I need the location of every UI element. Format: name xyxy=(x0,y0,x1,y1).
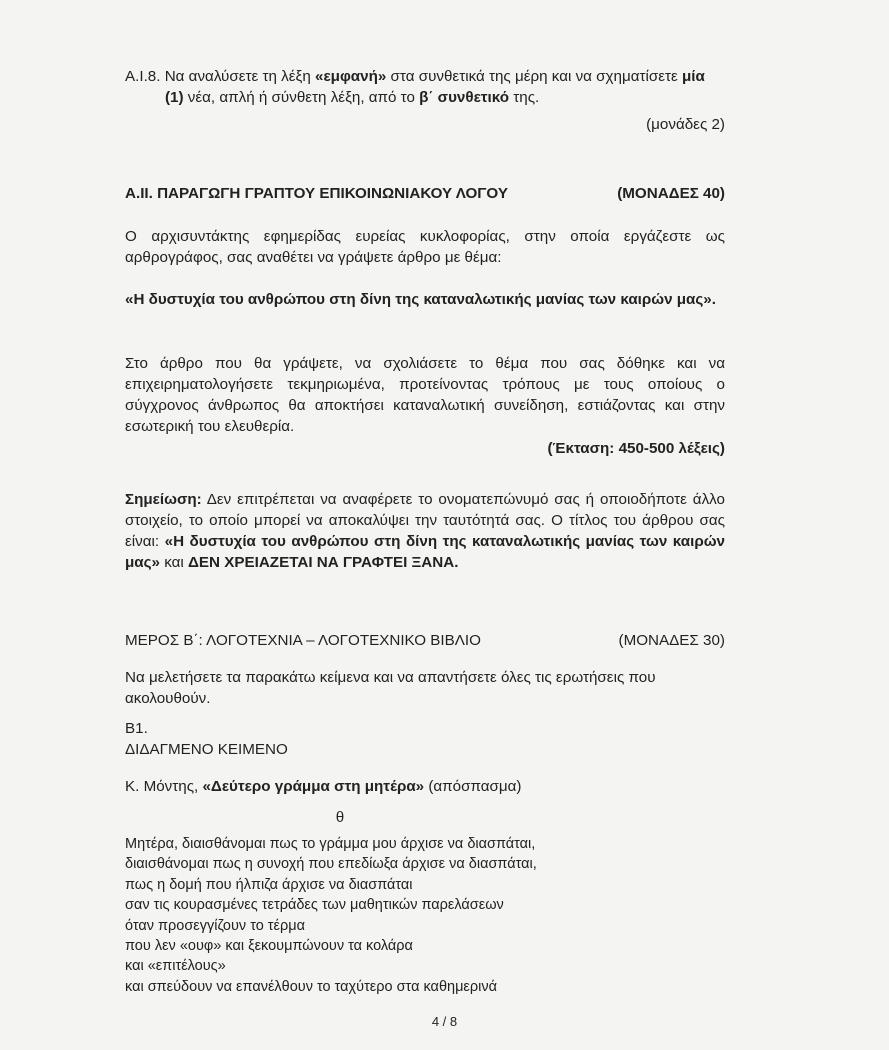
question-number: Α.Ι.8. xyxy=(125,68,161,85)
poem-line: πως η δομή που ήλπιζα άρχισε να διασπάται xyxy=(125,876,413,893)
poem-body xyxy=(125,834,725,997)
poem-section-number: θ xyxy=(335,809,345,826)
text-span: νέα, απλή ή σύνθετη λέξη, από το xyxy=(183,89,420,106)
a2-note xyxy=(125,489,725,573)
section-points: (ΜΟΝΑΔΕΣ 30) xyxy=(618,632,725,649)
b1-label: Β1. xyxy=(125,720,148,737)
poem-line: διαισθάνομαι πως η συνοχή που επεδίωξα άρχισε να διασπάται, xyxy=(125,856,537,873)
a2-task: Στο άρθρο που θα γράψετε, να σχολιάσετε το θέμα που σας δόθηκε και να επιχειρηματολογήσετε τεκμηριωμένα, προτείνοντας τρόπους με τους οποίους ο σύγχρονος άνθρωπος θα αποκτήσει καταναλωτική συνείδηση, εστιάζοντας και στην εσωτερική του ελευθερία. xyxy=(125,355,725,435)
a2-topic: «Η δυστυχία του ανθρώπου στη δίνη της καταναλωτικής μανίας των καιρών μας». xyxy=(125,291,716,308)
poem-source xyxy=(125,776,725,797)
page-number: 4 / 8 xyxy=(431,1014,458,1029)
note-label: Σημείωση: xyxy=(125,491,202,508)
section-title: Α.ΙΙ. ΠΑΡΑΓΩΓΗ ΓΡΑΠΤΟΥ ΕΠΙΚΟΙΝΩΝΙΑΚΟΥ ΛΟΓΟΥ xyxy=(125,185,508,202)
text-span: στα συνθετικά της μέρη και να σχηματίσετε xyxy=(386,68,682,85)
poem-line: Μητέρα, διαισθάνομαι πως το γράμμα μου άρχισε να διασπάται, xyxy=(125,836,536,852)
poem-line: και σπεύδουν να επανέλθουν το ταχύτερο στα καθημερινά xyxy=(125,978,497,995)
a2-intro: Ο αρχισυντάκτης εφημερίδας ευρείας κυκλοφορίας, στην οποία εργάζεστε ως αρθρογράφος, σας αναθέτει να γράψετε άρθρο με θέμα: xyxy=(125,228,725,266)
poem-line: και «επιτέλους» xyxy=(125,958,226,975)
poem-line: που λεν «ουφ» και ξεκουμπώνουν τα κολάρα xyxy=(125,938,413,955)
bold-title: «Η δυστυχία του ανθρώπου στη δίνη της καταναλωτικής μανίας των καιρών μας» xyxy=(125,533,725,571)
text-span: (απόσπασμα) xyxy=(424,778,522,795)
question-a18 xyxy=(125,66,725,108)
question-a18-line1 xyxy=(125,66,725,87)
a2-extent: (Έκταση: 450-500 λέξεις) xyxy=(547,440,725,457)
part-b-heading xyxy=(125,630,725,651)
text-span: Δεν επιτρέπεται να αναφέρετε το ονοματεπώνυμό σας ή οποιοδήποτε άλλο στοιχείο, το οποίο μπορεί να αποκαλύψει την ταυτότητά σας. Ο τίτλος του άρθρου σας είναι: xyxy=(125,491,725,550)
bold-word: «εμφανή» xyxy=(315,68,387,85)
section-points: (ΜΟΝΑΔΕΣ 40) xyxy=(617,185,725,202)
poem-line: όταν προσεγγίζουν το τέρμα xyxy=(125,917,305,934)
bold-word: μία xyxy=(682,68,705,85)
section-a2-heading xyxy=(125,183,725,204)
text-span: της. xyxy=(509,89,540,106)
taught-text-label: ΔΙΔΑΓΜΕΝΟ ΚΕΙΜΕΝΟ xyxy=(125,741,288,758)
poem-line: σαν τις κουρασμένες τετράδες των μαθητικών παρελάσεων xyxy=(125,897,504,914)
text-span: Να αναλύσετε τη λέξη xyxy=(164,68,315,85)
poem-number-row xyxy=(125,807,555,828)
poem-title: «Δεύτερο γράμμα στη μητέρα» xyxy=(202,778,425,795)
author: Κ. Μόντης, xyxy=(125,778,203,795)
bold-word: β΄ συνθετικό xyxy=(419,89,510,106)
part-b-instruction: Να μελετήσετε τα παρακάτω κείμενα και να απαντήσετε όλες τις ερωτήσεις που ακολουθούν. xyxy=(125,669,656,707)
text-span: και xyxy=(159,554,188,571)
points-a18: (μονάδες 2) xyxy=(646,116,725,133)
bold-caps: ΔΕΝ ΧΡΕΙΑΖΕΤΑΙ ΝΑ ΓΡΑΦΤΕΙ ΞΑΝΑ. xyxy=(188,554,459,571)
bold-word: (1) xyxy=(165,89,184,106)
question-a18-line2 xyxy=(125,87,725,108)
section-title: ΜΕΡΟΣ Β΄: ΛΟΓΟΤΕΧΝΙΑ – ΛΟΓΟΤΕΧΝΙΚΟ ΒΙΒΛΙΟ xyxy=(125,632,481,649)
